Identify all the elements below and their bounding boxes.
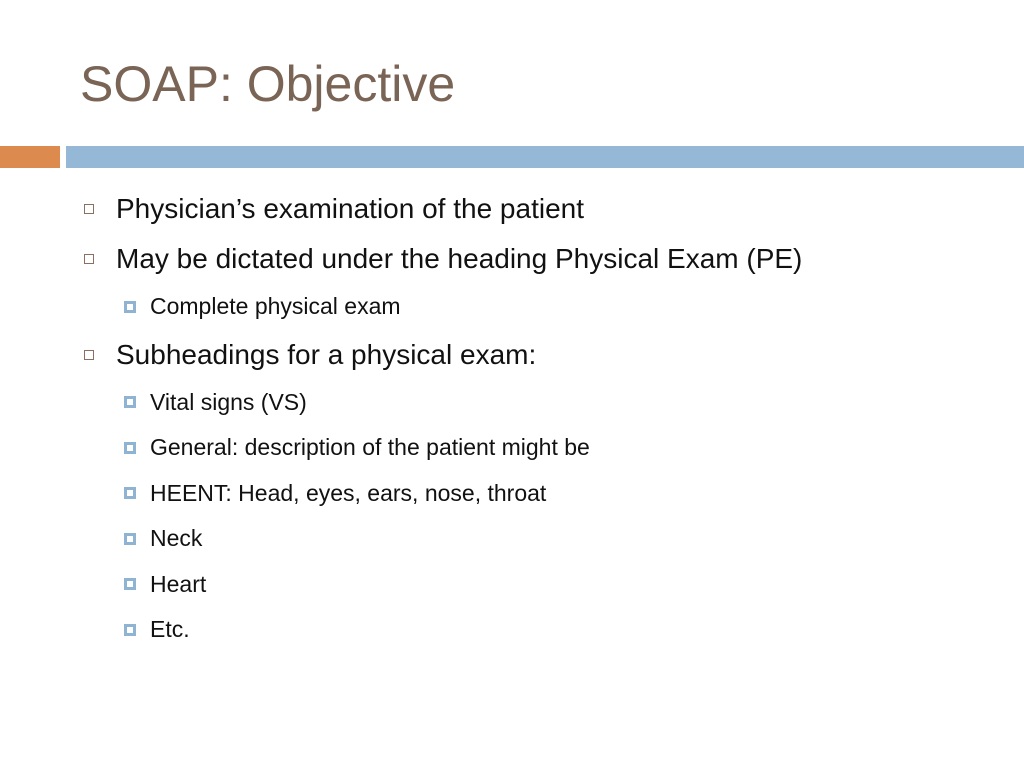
- filled-square-bullet-icon: [124, 578, 136, 590]
- sub-bullet-text: HEENT: Head, eyes, ears, nose, throat: [150, 479, 547, 506]
- sub-bullet-text: Vital signs (VS): [150, 388, 307, 415]
- bullet-list: [84, 184, 1004, 653]
- title-divider-bar: [66, 146, 1024, 168]
- filled-square-bullet-icon: [124, 442, 136, 454]
- bullet-text: Physician’s examination of the patient: [116, 193, 584, 224]
- bullet-item: [84, 234, 1004, 284]
- filled-square-bullet-icon: [124, 624, 136, 636]
- bullet-item: [84, 184, 1004, 234]
- bullet-text: May be dictated under the heading Physical Exam (PE): [116, 243, 803, 274]
- sub-bullet-item: [84, 562, 1004, 608]
- filled-square-bullet-icon: [124, 533, 136, 545]
- sub-bullet-item: [84, 471, 1004, 517]
- sub-bullet-item: [84, 607, 1004, 653]
- sub-bullet-text: Etc.: [150, 616, 190, 643]
- slide-title: SOAP: Objective: [80, 56, 456, 112]
- sub-bullet-group: [84, 284, 1004, 330]
- sub-bullet-text: General: description of the patient might be: [150, 434, 590, 461]
- title-accent-bar: [0, 146, 60, 168]
- hollow-square-bullet-icon: [84, 204, 94, 214]
- hollow-square-bullet-icon: [84, 254, 94, 264]
- sub-bullet-text: Neck: [150, 525, 203, 552]
- sub-bullet-item: [84, 425, 1004, 471]
- filled-square-bullet-icon: [124, 396, 136, 408]
- bullet-item: [84, 330, 1004, 380]
- filled-square-bullet-icon: [124, 487, 136, 499]
- sub-bullet-item: [84, 516, 1004, 562]
- sub-bullet-text: Complete physical exam: [150, 293, 401, 320]
- bullet-text: Subheadings for a physical exam:: [116, 338, 537, 370]
- sub-bullet-item: [84, 284, 1004, 330]
- sub-bullet-text: Heart: [150, 570, 207, 597]
- sub-bullet-group: [84, 380, 1004, 653]
- hollow-square-bullet-icon: [84, 350, 94, 360]
- sub-bullet-item: [84, 380, 1004, 426]
- filled-square-bullet-icon: [124, 301, 136, 313]
